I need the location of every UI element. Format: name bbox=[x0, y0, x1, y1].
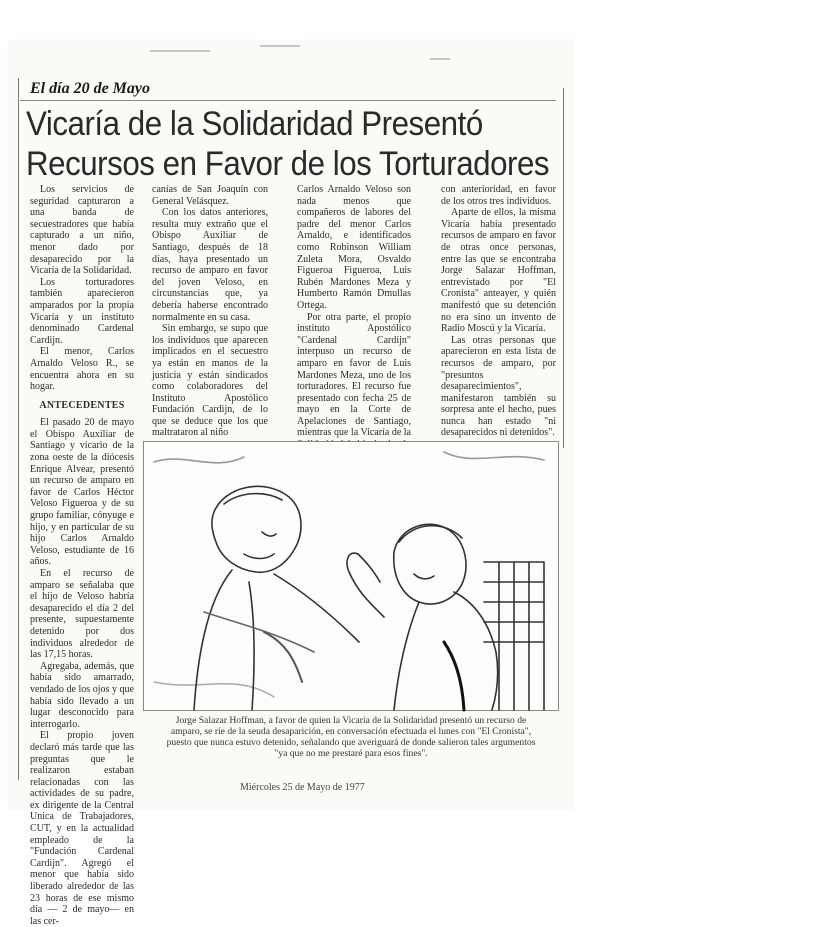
photo-two-men-icon bbox=[143, 441, 559, 711]
headline-line-2: Recursos en Favor de los Torturadores bbox=[26, 145, 550, 183]
paragraph: Las otras personas que aparecieron en esta lista de recursos de amparo, por "presuntos desaparecimientos", manifestaron también su sorpresa ante el hecho, pues nunca han estado "ni desaparecidos ni detenidos". bbox=[441, 334, 556, 439]
scan-speck bbox=[260, 45, 300, 47]
headline bbox=[26, 104, 550, 184]
paragraph: Los torturadores también aparecieron amparados por la propia Vicaría y un instituto denominado Cardenal Cardijn. bbox=[30, 276, 134, 346]
paragraph: Agregaba, además, que había sido amarrado, vendado de los ojos y que había sido llevado a un lugar desconocido para interrogarlo. bbox=[30, 660, 134, 730]
photo-illustration bbox=[144, 442, 558, 710]
paragraph: Por otra parte, el propio instituto Apostólico "Cardenal Cardijn" interpuso un recurso de amparo en favor de Luis Mardones Meza, uno de los torturadores. El recurso fue presentado con fecha 25 de mayo en la Corte de Apelaciones de Santiago, mientras que la Vicaría de la bbox=[297, 311, 411, 439]
paragraph: Con los datos anteriores, resulta muy extraño que el Obispo Auxiliar de Santiago, después de 18 días, haya presentado un recurso de amparo en favor del joven Veloso, en circunstancias que, ya debería haberse encontrado normalmente en su casa. bbox=[152, 207, 268, 323]
scan-speck bbox=[430, 58, 450, 60]
subheading: ANTECEDENTES bbox=[39, 399, 125, 411]
kicker-rule bbox=[20, 100, 556, 101]
article-column-1 bbox=[30, 184, 134, 927]
paragraph: El pasado 20 de mayo el Obispo Auxiliar de Santiago y vicario de la zona oeste de la diócesis Enrique Alvear, presentó un recurso de amparo en favor de Carlos Héctor Veloso Figueroa y de su grupo familiar, cónyuge e hijo, y en particular de su hijo Carlos Arnaldo Veloso, estudiante de 16 años. bbox=[30, 417, 134, 568]
article-column-3 bbox=[297, 184, 411, 446]
paragraph: Carlos Arnaldo Veloso son nada menos que compañeros de labores del padre del menor Carlos Arnaldo, e identificados como Robinson William Zuleta Mora, Osvaldo Figueroa Figueroa, Luis Rubén Mardones Meza y Humberto Ramón Dmullas Ortega. bbox=[297, 184, 411, 311]
left-column-rule bbox=[18, 78, 19, 780]
headline-line-1: Vicaría de la Solidaridad Presentó bbox=[26, 105, 483, 143]
photo-caption: Jorge Salazar Hoffman, a favor de quien la Vicaría de la Solidaridad presentó un recurso de amparo, se ríe de la seuda desaparición, en conversación efectuada el lunes con "El Cronista", puesto que nunca estuvo detenido, señalando que averiguará de donde salieron tales argumentos "ya que no me prestaré para esos fines". bbox=[166, 715, 536, 759]
article-column-4 bbox=[441, 184, 556, 446]
kicker: El día 20 de Mayo bbox=[30, 80, 150, 97]
paragraph: Los servicios de seguridad capturaron a una banda de secuestradores que había capturado a un niño, menor dado por desaparecido por la Vicaría de la Solidaridad. bbox=[30, 184, 134, 277]
paragraph: canías de San Joaquín con General Velásquez. bbox=[152, 184, 268, 207]
scan-speck bbox=[150, 50, 210, 52]
paragraph: con anterioridad, en favor de los otros tres individuos. bbox=[441, 184, 556, 207]
dateline: Miércoles 25 de Mayo de 1977 bbox=[240, 782, 365, 793]
paragraph: En el recurso de amparo se señalaba que el hijo de Veloso habría desaparecido el día 2 del presente, supuestamente detenido por dos individuos alrededor de las 17,15 horas. bbox=[30, 568, 134, 661]
right-column-rule bbox=[563, 88, 564, 448]
paragraph: El menor, Carlos Arnaldo Veloso R., se encuentra ahora en su hogar. bbox=[30, 346, 134, 393]
paragraph: Sin embargo, se supo que los individuos que aparecen implicados en el secuestro ya están en manos de la justicia y están sindicados como colaboradores del Instituto Apostólico Fundación Cardijn, de lo que se deduce que los que maltrataron al niño bbox=[152, 323, 268, 439]
paragraph: El propio joven declaró más tarde que las preguntas que le realizaron estaban relacionadas con las actividades de su padre, ex dirigente de la Central Unica de Trabajadores, CUT, y en la actualidad empleado de la "Fundación Cardenal Cardijn". Agregó el menor que había sido liberado alrededor de las 23 horas de ese mismo día — 2 de mayo— en las cer- bbox=[30, 730, 134, 927]
paragraph: Aparte de ellos, la misma Vicaría había presentado recursos de amparo en favor de otras once personas, entre las que se encontraba Jorge Salazar Hoffman, entrevistado por "El Cronista" anteayer, y quién manifestó que su detención no era sino un invento de Radio Moscú y la Vicaría. bbox=[441, 207, 556, 335]
article-column-2 bbox=[152, 184, 268, 446]
